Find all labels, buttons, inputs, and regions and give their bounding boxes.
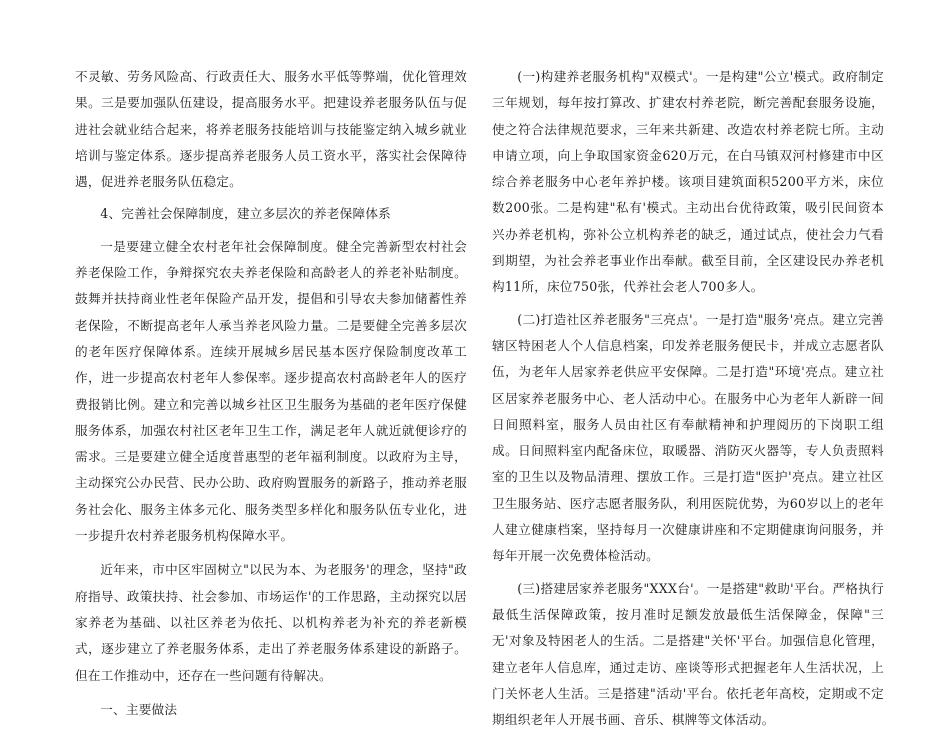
paragraph-team-building: 不灵敏、劳务风险高、行政责任大、服务水平低等弊端，优化管理效果。三是要加强队伍建设，提高服务水平。把建设养老服务队伍与促进社会就业结合起来，将养老服务技能培训与技能鉴定纳入城乡就业培训与鉴定体系。逐步提高养老服务人员工资水平，落实社会保障待遇，促进养老服务队伍稳定。: [75, 69, 467, 190]
paragraph-home-care-platform: (三)搭建居家养老服务"XXX台'。一是搭建"救助'平台。严格执行最低生活保障政策，按月准时足额发放最低生活保障金，保障"三无'对象及特困老人的生活。二是搭建"关怀'平台。加强信息化管理，建立老年人信息库，通过走访、座谈等形式把握老年人生活状况，上门关怀老人生活。三是搭建"活动'平台。依托老年高校，定期或不定期组织老年人开展书画、音乐、棋牌等文体活动。: [492, 580, 884, 728]
paragraph-dual-model: (一)构建养老服务机构"双模式'。一是构建"公立'模式。政府制定三年规划，每年按打算改、扩建农村养老院，断完善配套服务设施，使之符合法律规范要求，三年来共新建、改造农村养老院七所。主动申请立项，向上争取国家资金620万元，在白马镇双河村修建市中区综合养老服务中心老年养护楼。该项目建筑面积5200平方米，床位数200张。二是构建"私有'模式。主动出台优待政策，吸引民间资本兴办养老机构，弥补公立机构养老的缺乏，通过试点，使社会力气看到期望，为社会养老事业作出奉献。截至目前，全区建设民办养老机构11所，床位750张，代养社会老人700多人。: [492, 69, 884, 295]
paragraph-three-highlights: (二)打造社区养老服务"三亮点'。一是打造"服务'亮点。建立完善辖区特困老人个人信息档案，印发养老服务便民卡，并成立志愿者队伍，为老年人居家养老供应平安保障。二是打造"环境'亮点。建立社区居家养老服务中心、老人活动中心。在服务中心为老年人新辟一间日间照料室，服务人员由社区有奉献精神和护理阅历的下岗职工组成。日间照料室内配备床位，取暖器、消防灭火器等，专人负责照料室的卫生以及物品清理、摆放工作。三是打造"医护'亮点。建立社区卫生服务站、医疗志愿者服务队，利用医院优势，为60岁以上的老年人建立健康档案，坚持每月一次健康讲座和不定期健康询问服务，并每年开展一次免费体检活动。: [492, 311, 884, 564]
right-column: [492, 64, 884, 733]
paragraph-introduction: 近年来，市中区牢固树立"以民为本、为老服务'的理念，坚持"政府指导、政策扶持、社会参加、市场运作'的工作思路，主动探究以居家养老为基础、以社区养老为依托、以机构养老为补充的养老新模式，逐步建立了养老服务体系，走出了养老服务体系建设的新路子。但在工作推动中，还存在一些问题有待解决。: [75, 562, 467, 683]
paragraph-social-security: 一是要建立健全农村老年社会保障制度。健全完善新型农村社会养老保险工作，争辩探究农夫养老保险和高龄老人的养老补贴制度。鼓舞并扶持商业性老年保险产品开发，提倡和引导农夫参加储蓄性养老保险，不断提高老年人承当养老风险力量。二是要健全完善多层次的老年医疗保障体系。连续开展城乡居民基本医疗保险制度改革工作，进一步提高农村老年人参保率。逐步提高农村高龄老年人的医疗费报销比例。建立和完善以城乡社区卫生服务为基础的老年医疗保健服务体系，加强农村社区老年卫生工作，满足老年人就近就便诊疗的需求。三是要建立健全适度普惠型的老年福利制度。以政府为主导，主动探究公办民营、民办公助、政府购置服务的新路子，推动养老服务社会化、服务主体多元化、服务类型多样化和服务队伍专业化，进一步提升农村养老服务机构保障水平。: [75, 238, 467, 544]
section-heading-social-security: 4、完善社会保障制度，建立多层次的养老保障体系: [100, 206, 392, 222]
left-column: [75, 64, 467, 723]
section-heading-main-practices: 一、主要做法: [100, 701, 178, 717]
